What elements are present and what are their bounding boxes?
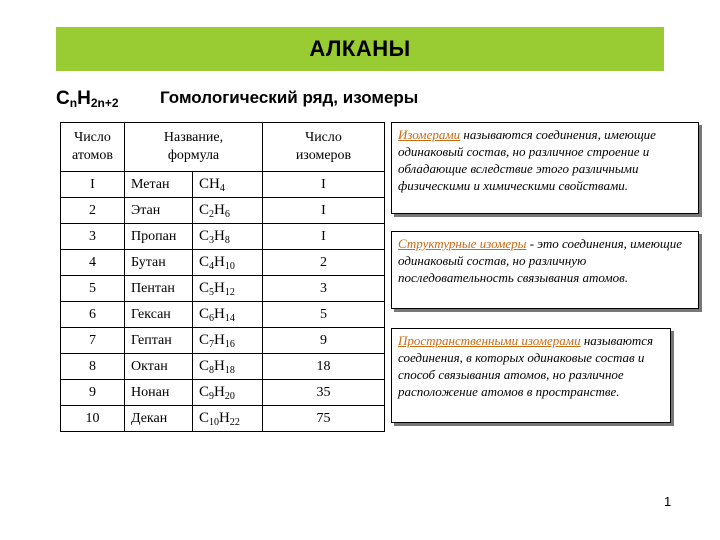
atom-count: 5 (61, 276, 125, 302)
table-row (61, 328, 385, 354)
table-row (61, 224, 385, 250)
formula-element: C (199, 357, 210, 374)
formula-element: H (214, 331, 225, 348)
atom-count: 2 (61, 198, 125, 224)
formula-subscript: 8 (224, 234, 230, 246)
page-title: АЛКАНЫ (309, 36, 411, 61)
isomer-count: I (263, 198, 385, 224)
alkane-name: Нонан (125, 380, 193, 406)
formula-element: H (214, 357, 225, 374)
table-row (61, 380, 385, 406)
formula-subscript: 7 (209, 338, 215, 350)
formula-subscript: 18 (224, 364, 235, 376)
formula-subscript: 9 (209, 390, 215, 402)
formula-element: H (214, 383, 225, 400)
isomers-term: Изомерами (398, 127, 461, 142)
formula-subscript: 2 (209, 208, 215, 220)
formula-subscript: 20 (224, 390, 235, 402)
isomer-count: 75 (263, 406, 385, 432)
atom-count: 9 (61, 380, 125, 406)
formula-subscript: 12 (224, 286, 235, 298)
atom-count: 8 (61, 354, 125, 380)
formula-hydrogen: H (77, 88, 91, 109)
spatial-isomers-box (391, 328, 671, 423)
formula-element: C (199, 227, 210, 244)
table-row (61, 406, 385, 432)
molecular-formula (193, 276, 263, 302)
formula-element: C (199, 409, 210, 426)
molecular-formula (193, 380, 263, 406)
formula-element: H (214, 279, 225, 296)
atom-count: 10 (61, 406, 125, 432)
atom-count: 6 (61, 302, 125, 328)
alkanes-table (60, 122, 385, 432)
molecular-formula (193, 250, 263, 276)
formula-subscript: 6 (209, 312, 215, 324)
formula-element: C (199, 279, 210, 296)
isomer-count: 35 (263, 380, 385, 406)
isomer-count: 5 (263, 302, 385, 328)
formula-subscript: 22 (229, 416, 240, 428)
atom-count: 3 (61, 224, 125, 250)
alkane-name: Декан (125, 406, 193, 432)
alkane-name: Пропан (125, 224, 193, 250)
formula-element: C (199, 201, 210, 218)
table-row (61, 172, 385, 198)
formula-subscript: 14 (224, 312, 235, 324)
spatial-text: называются соединения, в которых одинаковые состав и способ связывания атомов, но различное расположение атомов в пространстве. (398, 333, 654, 399)
spatial-term: Пространственными изомерами (398, 333, 581, 348)
atom-count: 4 (61, 250, 125, 276)
formula-element: C (199, 383, 210, 400)
alkane-name: Метан (125, 172, 193, 198)
table-header-row (61, 123, 385, 172)
atom-count: I (61, 172, 125, 198)
header-atoms: Число атомов (61, 123, 125, 172)
formula-subscript: 8 (209, 364, 215, 376)
isomers-text: называются соединения, имеющие одинаковый состав, но различное строение и обладающие вследствие этого различными физическими и химическими свойствами. (398, 127, 656, 193)
formula-element: H (214, 305, 225, 322)
isomer-count: 18 (263, 354, 385, 380)
formula-subscript: 16 (224, 338, 235, 350)
formula-element: H (214, 201, 225, 218)
alkane-name: Гексан (125, 302, 193, 328)
alkane-name: Гептан (125, 328, 193, 354)
table-row (61, 354, 385, 380)
formula-carbon: C (56, 88, 70, 109)
header-isomers: Число изомеров (263, 123, 385, 172)
formula-element: H (209, 175, 220, 192)
isomer-count: 9 (263, 328, 385, 354)
page-number: 1 (664, 494, 672, 509)
formula-element: C (199, 305, 210, 322)
formula-element: H (214, 227, 225, 244)
atom-count: 7 (61, 328, 125, 354)
formula-subscript: 4 (219, 182, 225, 194)
molecular-formula (193, 302, 263, 328)
formula-subscript: 10 (209, 416, 220, 428)
molecular-formula (193, 224, 263, 250)
formula-hydrogen-index: 2n+2 (90, 96, 119, 110)
structural-isomers-box (391, 231, 699, 309)
formula-element: C (199, 253, 210, 270)
alkane-name: Пентан (125, 276, 193, 302)
alkane-name: Октан (125, 354, 193, 380)
alkane-name: Этан (125, 198, 193, 224)
isomer-count: I (263, 172, 385, 198)
table-row (61, 276, 385, 302)
molecular-formula (193, 328, 263, 354)
formula-element: C (199, 331, 210, 348)
formula-subscript: 3 (209, 234, 215, 246)
general-formula (56, 88, 119, 110)
formula-subscript: 6 (224, 208, 230, 220)
title-banner (56, 27, 664, 71)
formula-element: H (219, 409, 230, 426)
molecular-formula (193, 354, 263, 380)
isomer-count: I (263, 224, 385, 250)
header-name-formula: Название, формула (125, 123, 263, 172)
structural-text: - это соединения, имеющие одинаковый состав, но различную последовательность связывания атомов. (398, 236, 682, 285)
isomers-definition-box (391, 122, 699, 214)
formula-subscript: 10 (224, 260, 235, 272)
formula-carbon-index: n (69, 96, 78, 110)
formula-subscript: 4 (209, 260, 215, 272)
molecular-formula (193, 406, 263, 432)
isomer-count: 2 (263, 250, 385, 276)
formula-element: H (214, 253, 225, 270)
isomer-count: 3 (263, 276, 385, 302)
molecular-formula (193, 198, 263, 224)
structural-term: Структурные изомеры (398, 236, 527, 251)
formula-element: C (199, 175, 210, 192)
formula-subscript: 5 (209, 286, 215, 298)
table-row (61, 250, 385, 276)
table-row (61, 302, 385, 328)
alkane-name: Бутан (125, 250, 193, 276)
subtitle: Гомологический ряд, изомеры (160, 88, 419, 107)
molecular-formula (193, 172, 263, 198)
table-row (61, 198, 385, 224)
